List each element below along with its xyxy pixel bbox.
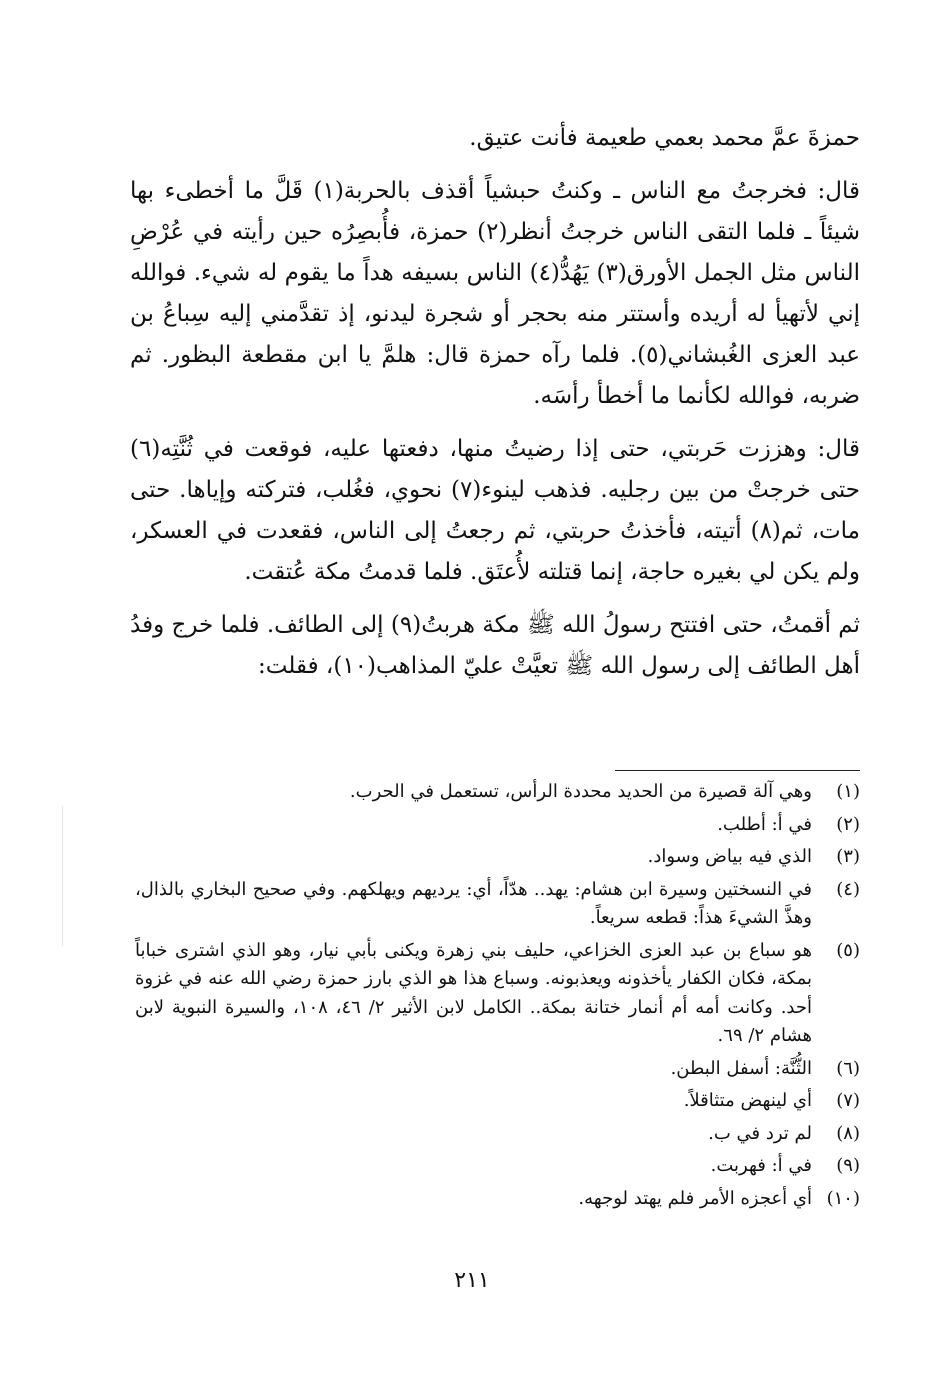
- footnote-number: (١٠): [826, 1187, 860, 1209]
- scan-margin-line: [62, 806, 63, 946]
- footnote-text: الذي فيه بياض وسواد.: [647, 846, 812, 867]
- footnote-text: وهي آلة قصيرة من الحديد محددة الرأس، تستعمل في الحرب.: [349, 781, 812, 802]
- footnote-number: (٩): [836, 1155, 860, 1176]
- footnote-text: في أ: أطلب.: [717, 813, 812, 835]
- footnote-number: (٢): [836, 813, 860, 835]
- paragraph-4: ثم أقمتُ، حتى افتتح رسولُ الله ﷺ مكة هربتُ(٩) إلى الطائف. فلما خرج وفدُ أهل الطائف إلى رسول الله ﷺ تعيَّتْ عليّ المذاهب(١٠)، فقلت:: [130, 612, 861, 679]
- paragraph-1: حمزةَ عمَّ محمد بعمي طعيمة فأنت عتيق.: [469, 125, 860, 151]
- footnote-number: (٦): [836, 1057, 860, 1079]
- footnote-number: (٥): [836, 939, 860, 961]
- footnote-number: (٤): [836, 878, 860, 900]
- footnote-text: لم ترد في ب.: [708, 1122, 812, 1144]
- footnote: [135, 843, 860, 872]
- footnote-text: في أ: فهربت.: [710, 1155, 812, 1176]
- footnote-number: (٧): [836, 1090, 860, 1111]
- footnote: [135, 937, 860, 1051]
- page-number: ٢١١: [454, 1268, 490, 1293]
- footnote: [135, 1152, 860, 1181]
- footnote-text: هو سباع بن عبد العزى الخزاعي، حليف بني زهرة ويكنى بأبي نيار، وهو الذي اشترى خباباً بمكة، فكان الكفار يأخذونه ويعذبونه. وسباع هذا هو الذي بارز حمزة رضي الله عنه في غزوة أحد. وكانت أمه أم أنمار ختانة بمكة.. الكامل لابن الأثير ٢/ ٤٦، ١٠٨، والسيرة النبوية لابن هشام ٢/ ٦٩.: [135, 939, 813, 1046]
- footnote: [135, 876, 860, 933]
- footnote-text: أي أعجزه الأمر فلم يهتد لوجهه.: [578, 1187, 812, 1209]
- paragraph-3: قال: وهززت حَربتي، حتى إذا رضيتُ منها، دفعتها عليه، فوقعت في ثُنَّتِه(٦) حتى خرجتْ من بين رجليه. فذهب لينوء(٧) نحوي، فغُلب، فتركته وإياها. حتى مات، ثم(٨) أتيته، فأخذتُ حربتي، ثم رجعتُ إلى الناس، فقعدت في العسكر، ولم يكن لي بغيره حاجة، إنما قتلته لأُعتَق. فلما قدمتُ مكة عُتقت.: [130, 436, 860, 585]
- footnote-text: أي لينهض متثاقلاً.: [683, 1090, 812, 1111]
- footnote: [135, 1120, 860, 1149]
- footnote: [135, 811, 860, 840]
- paragraph-2: قال: فخرجتُ مع الناس ـ وكنتُ حبشياً أقذف بالحربة(١) قَلَّ ما أخطىء بها شيئاً ـ فلما التقى الناس خرجتُ أنظر(٢) حمزة، فأُبصِرُه حين رأيته في عُرْضِ الناس مثل الجمل الأورق(٣) يَهُدُّ(٤) الناس بسيفه هداً ما يقوم له شيء. فوالله إني لأتهيأ له أريده وأستتر منه بحجر أو شجرة ليدنو، إذ تقدَّمني إليه سِباعُ بن عبد العزى الغُبشاني(٥). فلما رآه حمزة قال: هلمَّ يا ابن مقطعة البظور. ثم ضربه، فوالله لكأنما ما أخطأ رأسَه.: [130, 178, 861, 409]
- footnote: [135, 1185, 860, 1214]
- footnote: [135, 1087, 860, 1116]
- footnote-number: (٨): [836, 1122, 860, 1144]
- footnotes-section: [135, 778, 860, 1217]
- footnote-number: (٣): [836, 846, 860, 867]
- footnote-separator: [615, 770, 860, 771]
- footnote: [135, 1055, 860, 1084]
- footnote-text: في النسختين وسيرة ابن هشام: يهد.. هدّاً، أي: يرديهم ويهلكهم. وفي صحيح البخاري بالذال، وهذَّ الشيءَ هذاً: قطعه سريعاً.: [135, 878, 812, 928]
- footnote-text: الثُّنَّة: أسفل البطن.: [670, 1057, 812, 1079]
- footnote: [135, 778, 860, 807]
- main-text: [130, 118, 860, 699]
- footnote-number: (١): [836, 781, 860, 802]
